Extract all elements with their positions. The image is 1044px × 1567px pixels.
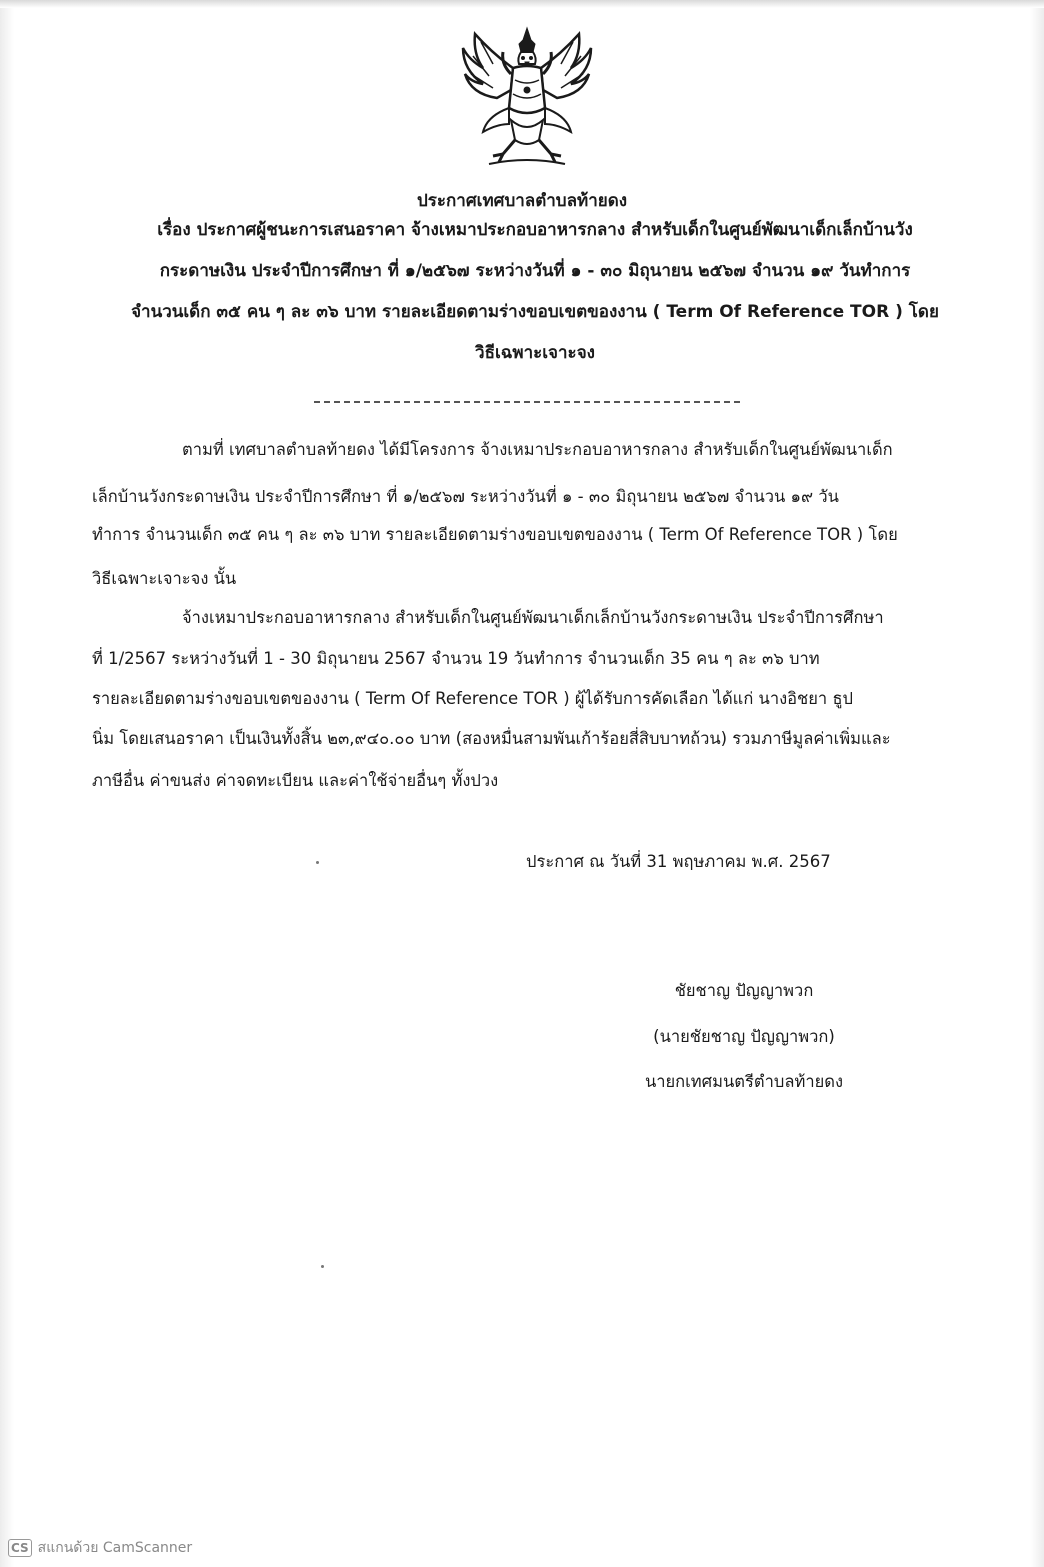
paragraph-1-line: ทำการ จำนวนเด็ก ๓๕ คน ๆ ละ ๓๖ บาท รายละเอียดตามร่างขอบเขตของงาน ( Term Of Reference TOR ) โดย xyxy=(92,525,898,544)
cs-logo-icon: CS xyxy=(8,1539,32,1557)
document-title: ประกาศเทศบาลตำบลท้ายดง xyxy=(416,191,628,211)
scanner-watermark-text: สแกนด้วย CamScanner xyxy=(37,1540,193,1556)
paragraph-2-line: รายละเอียดตามร่างขอบเขตของงาน ( Term Of Reference TOR ) ผู้ได้รับการคัดเลือก ได้แก่ นางอิชยา ธูป xyxy=(92,689,853,708)
scan-edge xyxy=(0,0,1044,8)
paragraph-2-line: ที่ 1/2567 ระหว่างวันที่ 1 - 30 มิถุนายน 2567 จำนวน 19 วันทำการ จำนวนเด็ก 35 คน ๆ ละ ๓๖ บาท xyxy=(92,649,820,668)
separator-line xyxy=(314,401,740,403)
printed-name: (นายชัยชาญ ปัญญาพวก) xyxy=(653,1027,835,1046)
garuda-emblem-icon xyxy=(453,24,601,172)
subject-line: จำนวนเด็ก ๓๕ คน ๆ ละ ๓๖ บาท รายละเอียดตามร่างขอบเขตของงาน ( Term Of Reference TOR ) โดย xyxy=(131,302,939,322)
scan-speck xyxy=(316,861,319,864)
paragraph-1-line: วิธีเฉพาะเจาะจง นั้น xyxy=(92,569,237,588)
subject-line: วิธีเฉพาะเจาะจง xyxy=(475,343,595,363)
paragraph-1-line: ตามที่ เทศบาลตำบลท้ายดง ได้มีโครงการ จ้างเหมาประกอบอาหารกลาง สำหรับเด็กในศูนย์พัฒนาเด็ก xyxy=(182,440,893,459)
scan-speck xyxy=(321,1265,324,1268)
paragraph-2-line: ภาษีอื่น ค่าขนส่ง ค่าจดทะเบียน และค่าใช้จ่ายอื่นๆ ทั้งปวง xyxy=(92,771,499,790)
paragraph-2-line: นิ่ม โดยเสนอราคา เป็นเงินทั้งสิ้น ๒๓,๙๔๐.๐๐ บาท (สองหมื่นสามพันเก้าร้อยสี่สิบบาทถ้วน) รวมภาษีมูลค่าเพิ่มและ xyxy=(92,729,891,748)
announcement-date: ประกาศ ณ วันที่ 31 พฤษภาคม พ.ศ. 2567 xyxy=(526,852,831,871)
paragraph-1-line: เล็กบ้านวังกระดาษเงิน ประจำปีการศึกษา ที่ ๑/๒๕๖๗ ระหว่างวันที่ ๑ - ๓๐ มิถุนายน ๒๕๖๗ จำนวน ๑๙ วัน xyxy=(92,487,839,506)
signature: ชัยชาญ ปัญญาพวก xyxy=(674,981,814,1000)
document-subject xyxy=(100,210,970,374)
scanner-watermark xyxy=(8,1537,192,1559)
paragraph-2-line: จ้างเหมาประกอบอาหารกลาง สำหรับเด็กในศูนย์พัฒนาเด็กเล็กบ้านวังกระดาษเงิน ประจำปีการศึกษา xyxy=(182,608,884,627)
subject-line: กระดาษเงิน ประจำปีการศึกษา ที่ ๑/๒๕๖๗ ระหว่างวันที่ ๑ - ๓๐ มิถุนายน ๒๕๖๗ จำนวน ๑๙ วันทำการ xyxy=(159,261,911,281)
subject-line: เรื่อง ประกาศผู้ชนะการเสนอราคา จ้างเหมาประกอบอาหารกลาง สำหรับเด็กในศูนย์พัฒนาเด็กเล็กบ้านวัง xyxy=(157,220,913,240)
signer-position: นายกเทศมนตรีตำบลท้ายดง xyxy=(644,1072,844,1091)
